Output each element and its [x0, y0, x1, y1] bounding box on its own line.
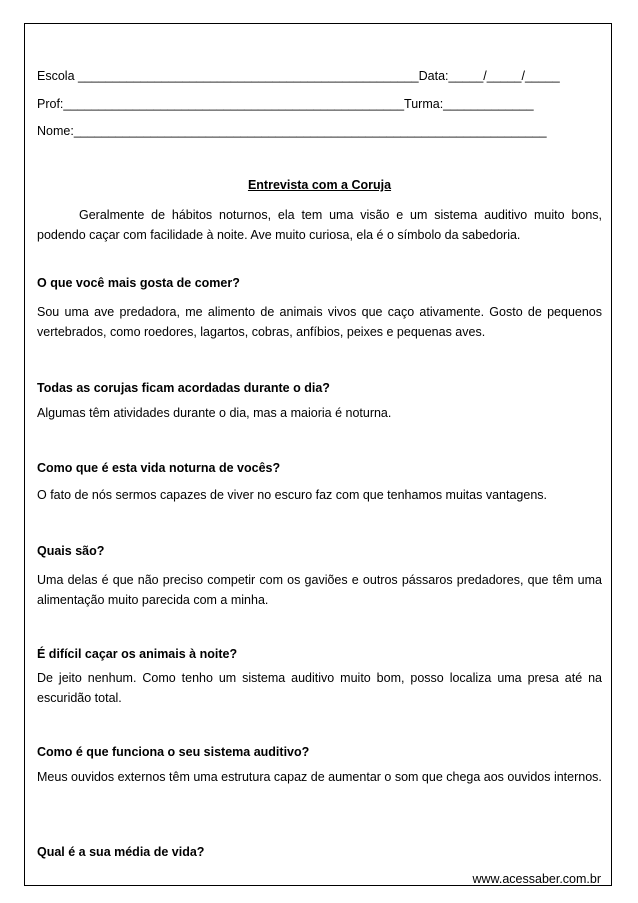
question-7: Qual é a sua média de vida? — [37, 845, 205, 859]
nome-field[interactable]: Nome:____________________________________________________________________ — [37, 124, 547, 138]
answer-4: Uma delas é que não preciso competir com os gaviões e outros pássaros predadores, que têm uma alimentação muito parecida com a minha. — [37, 573, 602, 607]
answer-1: Sou uma ave predadora, me alimento de animais vivos que caço ativamente. Gosto de pequenos vertebrados, como roedores, lagartos, cobras, anfíbios, peixes e pequenas aves. — [37, 305, 602, 339]
intro-paragraph: Geralmente de hábitos noturnos, ela tem uma visão e um sistema auditivo muito bons, podendo caçar com facilidade à noite. Ave muito curiosa, ela é o símbolo da sabedoria. — [37, 208, 602, 242]
question-1: O que você mais gosta de comer? — [37, 276, 240, 290]
question-4: Quais são? — [37, 544, 105, 558]
prof-turma-field[interactable]: Prof:_________________________________________________Turma:_____________ — [37, 97, 534, 111]
answer-5: De jeito nenhum. Como tenho um sistema auditivo muito bom, posso localiza uma presa até na escuridão total. — [37, 671, 602, 705]
footer-site-link[interactable]: www.acessaber.com.br — [472, 872, 601, 886]
answer-6: Meus ouvidos externos têm uma estrutura capaz de aumentar o som que chega aos ouvidos internos. — [37, 770, 602, 784]
question-5: É difícil caçar os animais à noite? — [37, 647, 238, 661]
question-3: Como que é esta vida noturna de vocês? — [37, 461, 281, 475]
answer-3: O fato de nós sermos capazes de viver no escuro faz com que tenhamos muitas vantagens. — [37, 488, 547, 502]
question-2: Todas as corujas ficam acordadas durante o dia? — [37, 381, 330, 395]
question-6: Como é que funciona o seu sistema auditivo? — [37, 745, 310, 759]
escola-data-field[interactable]: Escola _________________________________________________Data:_____/_____/_____ — [37, 69, 560, 83]
answer-2: Algumas têm atividades durante o dia, mas a maioria é noturna. — [37, 406, 392, 420]
document-title: Entrevista com a Coruja — [247, 178, 392, 192]
